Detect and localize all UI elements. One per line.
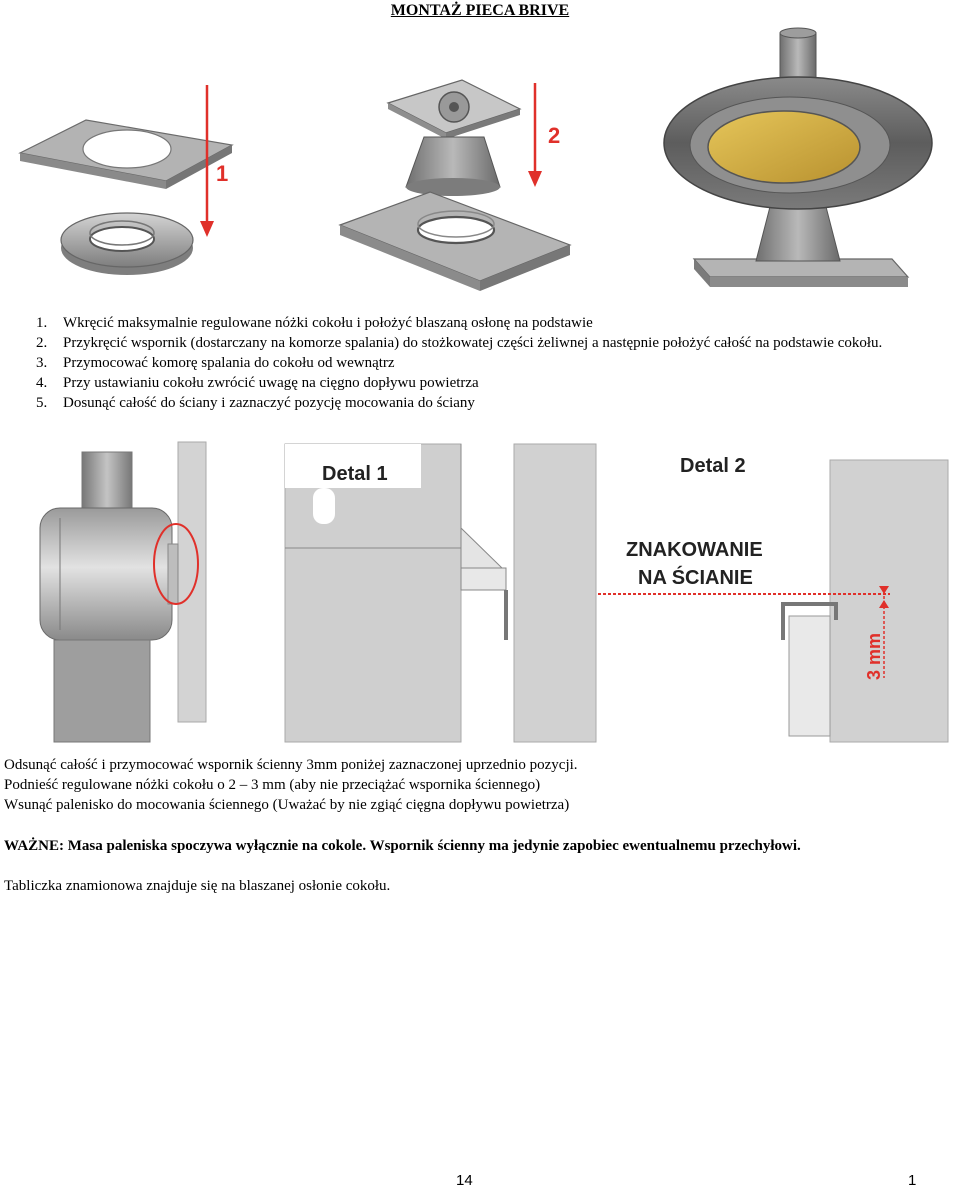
nameplate-note: Tabliczka znamionowa znajduje się na blaszanej osłonie cokołu. [4, 878, 391, 894]
list-item: 3. Przymocować komorę spalania do cokołu od wewnątrz [36, 355, 395, 371]
dimension-label: 3 mm [864, 632, 884, 680]
page-number: 14 [456, 1172, 473, 1189]
page-number-secondary: 1 [908, 1172, 917, 1189]
assembly-illustration [0, 25, 960, 305]
cover-plate [20, 120, 232, 189]
instruction-paragraph: Odsunąć całość i przymocować wspornik ścienny 3mm poniżej zaznaczonej uprzednio pozycji. [4, 757, 578, 773]
list-item: 4. Przy ustawianiu cokołu zwrócić uwagę na cięgno dopływu powietrza [36, 375, 479, 391]
oval-base [61, 213, 193, 275]
detail-1 [285, 444, 596, 742]
detail-1-label: Detal 1 [322, 463, 388, 485]
instruction-paragraph: Podnieść regulowane nóżki cokołu o 2 – 3 mm (aby nie przeciążać wspornika ściennego) [4, 777, 541, 793]
arrow-2-label: 2 [548, 123, 561, 148]
list-item: 5. Dosunąć całość do ściany i zaznaczyć pozycję mocowania do ściany [36, 395, 475, 411]
stove-side-view [40, 442, 206, 742]
base-plate [340, 192, 570, 291]
list-item: 1. Wkręcić maksymalnie regulowane nóżki cokołu i położyć blaszaną osłonę na podstawie [36, 315, 593, 331]
assembled-stove [664, 28, 932, 287]
instruction-paragraph: Wsunąć palenisko do mocowania ściennego (Uważać by nie zgiąć cięgna dopływu powietrza) [4, 797, 570, 813]
detail-2-label: Detal 2 [680, 455, 746, 477]
marking-label-line1: ZNAKOWANIE [626, 539, 763, 561]
conical-part [406, 137, 500, 196]
arrow-2 [528, 83, 542, 187]
top-bracket [388, 80, 520, 139]
steps-list [0, 313, 960, 413]
important-note: WAŻNE: Masa paleniska spoczywa wyłącznie na cokole. Wspornik ścienny ma jedynie zapobiec ewentualnemu przechyłowi. [4, 838, 801, 854]
page-title: MONTAŻ PIECA BRIVE [390, 2, 570, 19]
list-item: 2. Przykręcić wspornik (dostarczany na komorze spalania) do stożkowatej części żeliwnej a następnie położyć całość na podstawie cokołu. [36, 335, 883, 351]
wall-mounting-illustration [0, 440, 960, 745]
detail-2 [598, 460, 948, 742]
arrow-1-label: 1 [216, 161, 229, 186]
marking-label-line2: NA ŚCIANIE [638, 567, 753, 589]
